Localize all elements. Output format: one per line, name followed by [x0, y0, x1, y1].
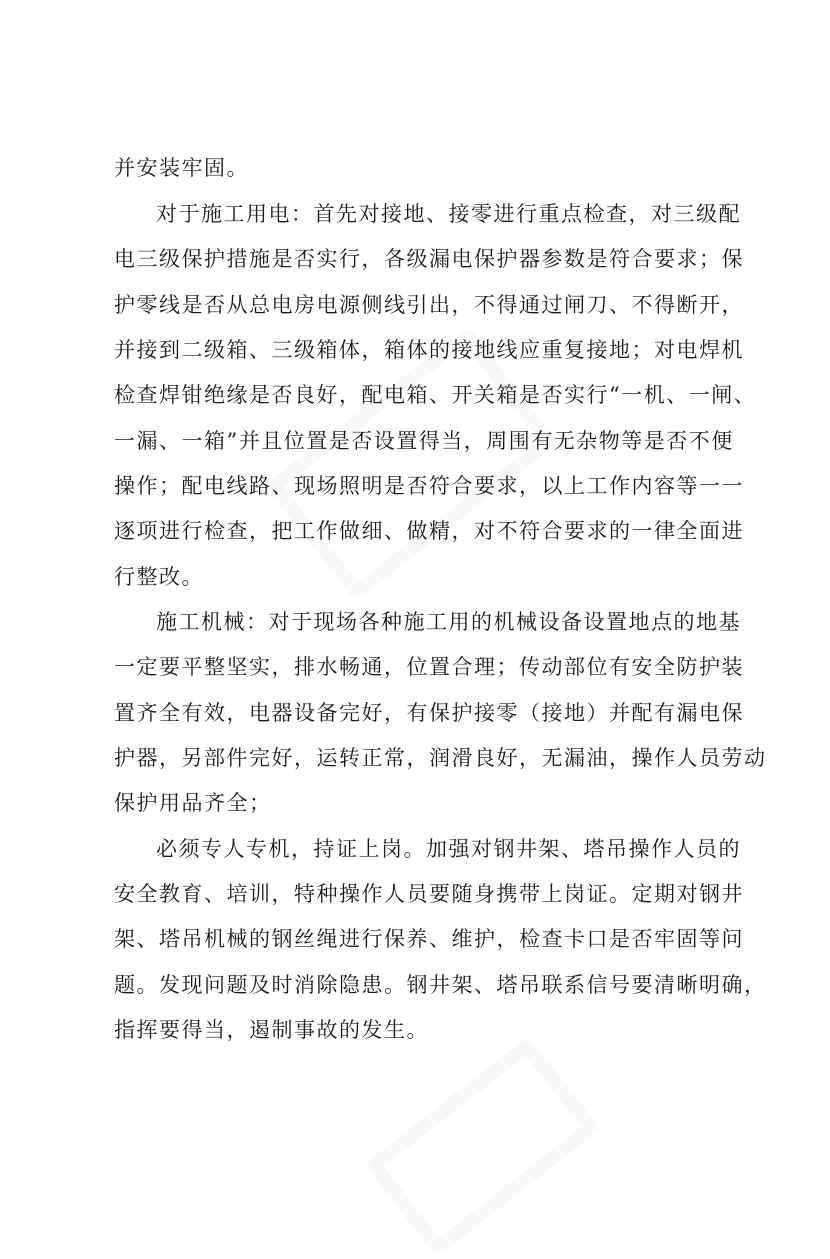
text-line: 护零线是否从总电房电源侧线引出，不得通过闸刀、不得断开，: [114, 293, 744, 317]
text-line: 并接到二级箱、三级箱体，箱体的接地线应重复接地；对电焊机: [114, 338, 744, 362]
watermark-graphic-bottom: [364, 1041, 595, 1259]
text-line: 一漏、一箱”并且位置是否设置得当，周围有无杂物等是否不便: [114, 429, 734, 453]
text-line: 一定要平整坚实，排水畅通，位置合理；传动部位有安全防护装: [114, 655, 744, 679]
text-line: 保护用品齐全；: [114, 791, 272, 815]
paragraph-first-line: 必须专人专机，持证上岗。加强对钢井架、塔吊操作人员的: [156, 837, 741, 861]
text-line: 安全教育、培训，特种操作人员要随身携带上岗证。定期对钢井: [114, 882, 744, 906]
text-line: 护器，另部件完好，运转正常，润滑良好，无漏油，操作人员劳动: [114, 746, 767, 770]
text-line: 检查焊钳绝缘是否良好，配电箱、开关箱是否实行“一机、一闸、: [114, 383, 757, 407]
text-line: 并安装牢固。: [114, 156, 249, 180]
paragraph-first-line: 对于施工用电：首先对接地、接零进行重点检查，对三级配: [156, 202, 741, 226]
watermark-graphic: [228, 278, 593, 643]
text-line: 题。发现问题及时消除隐患。钢井架、塔吊联系信号要清晰明确，: [114, 973, 767, 997]
text-line: 电三级保护措施是否实行，各级漏电保护器参数是符合要求；保: [114, 247, 744, 271]
text-line: 架、塔吊机械的钢丝绳进行保养、维护，检查卡口是否牢固等问: [114, 927, 744, 951]
text-line: 置齐全有效，电器设备完好，有保护接零（接地）并配有漏电保: [114, 701, 744, 725]
text-line: 操作；配电线路、现场照明是否符合要求，以上工作内容等一一: [114, 474, 744, 498]
paragraph-first-line: 施工机械：对于现场各种施工用的机械设备设置地点的地基: [156, 610, 741, 634]
text-line: 逐项进行检查，把工作做细、做精，对不符合要求的一律全面进: [114, 519, 744, 543]
text-line: 行整改。: [114, 565, 204, 589]
text-line: 指挥要得当，遏制事故的发生。: [114, 1018, 429, 1042]
